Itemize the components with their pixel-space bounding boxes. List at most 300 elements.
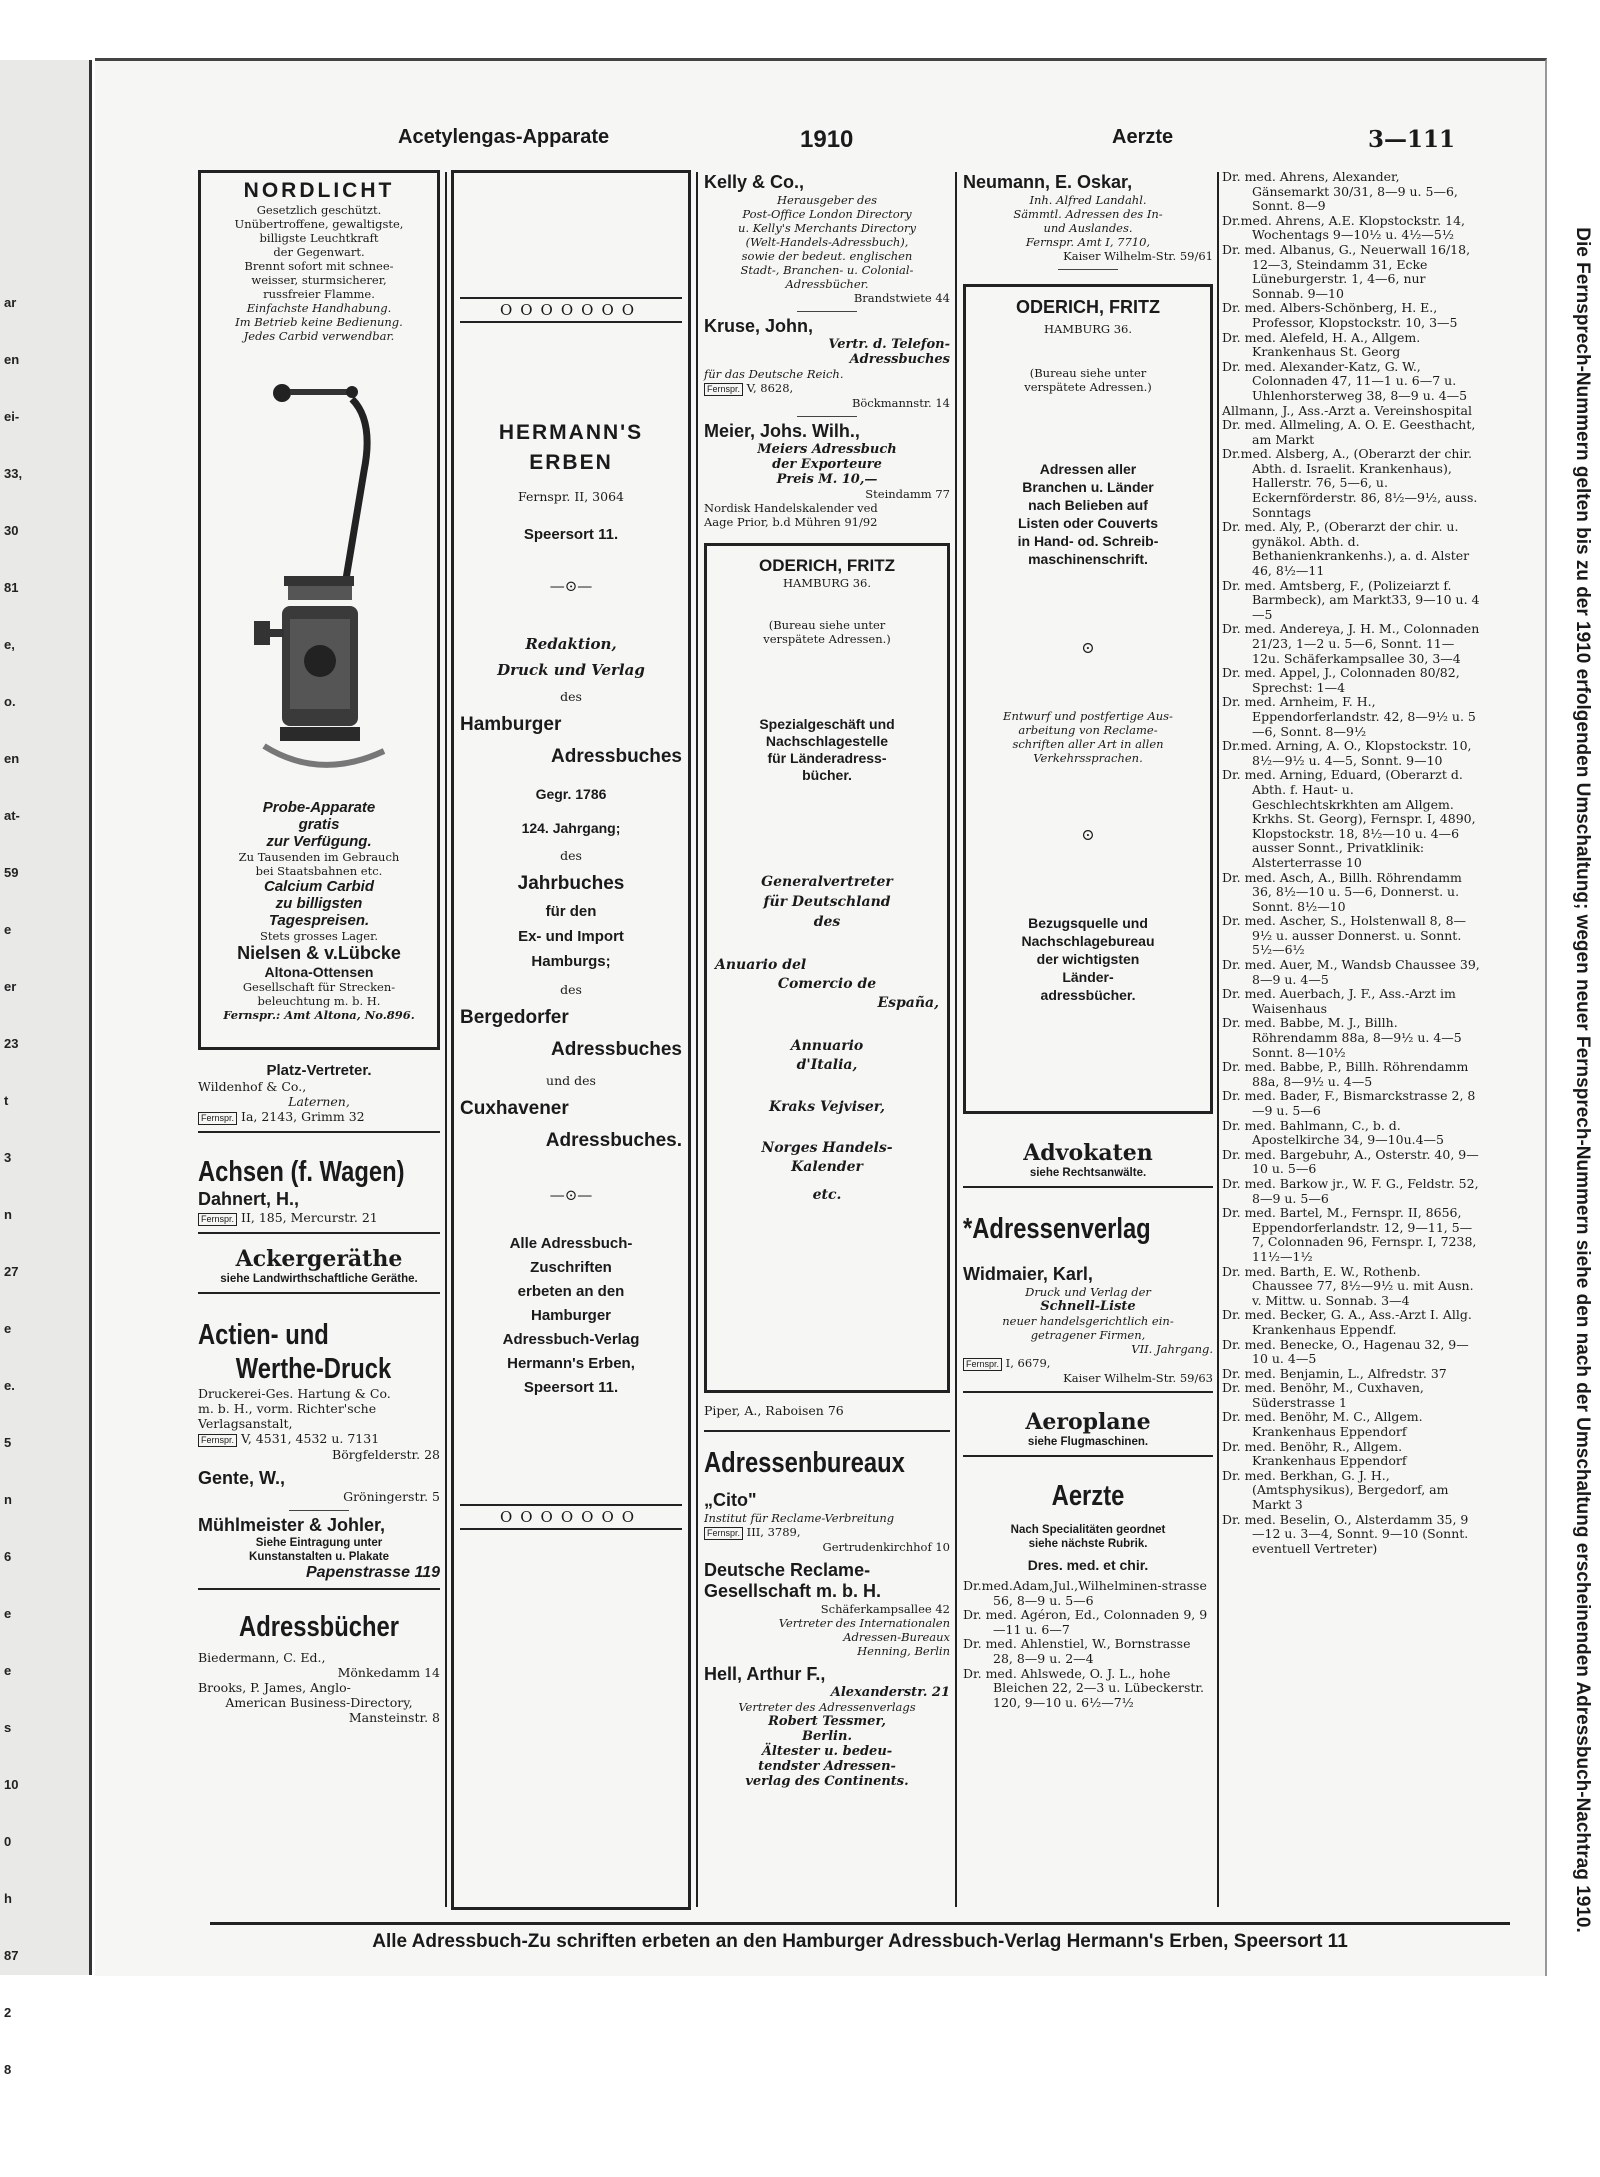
ad-line: billigste Leuchtkraft <box>259 231 379 245</box>
ad-place: Altona-Ottensen <box>264 964 374 980</box>
ad-text <box>715 618 939 646</box>
kruse-entry <box>704 316 950 410</box>
entry-line: V, 8628, <box>746 381 794 395</box>
ornament-dots: OOOOOOO <box>460 1504 682 1530</box>
entry-line: American Business-Directory, <box>225 1695 413 1710</box>
phone-icon: Fernspr. <box>198 1434 237 1447</box>
entry-line: Biedermann, C. Ed., <box>198 1650 326 1665</box>
edge-text-fragment: 6 <box>4 1549 12 1564</box>
ad-text <box>715 956 939 1013</box>
doctor-entry: Dr. med. Bader, F., Bismarckstrasse 2, 8—9 u. 5—6 <box>1222 1088 1476 1118</box>
column-rule <box>445 172 447 1907</box>
rubric-reference: siehe Landwirthschaftliche Geräthe. <box>220 1273 418 1285</box>
edge-text-fragment: h <box>4 1891 12 1906</box>
edge-text-fragment: e <box>4 922 12 937</box>
entry-line: Herausgeber des <box>776 193 878 207</box>
rubric-note: Nach Specialitäten geordnet <box>1010 1524 1166 1536</box>
edge-text-fragment: 8 <box>4 2062 12 2077</box>
entry-address: Kaiser Wilhelm-Str. 59/63 <box>1063 1371 1213 1385</box>
ad-line: für Deutschland <box>763 894 891 910</box>
ad-line: weisser, sturmsicherer, <box>251 273 387 287</box>
edge-text-fragment: ar <box>4 295 17 310</box>
ad-text <box>209 203 429 301</box>
edge-text-fragment: 10 <box>4 1777 19 1792</box>
entry-line: VII. Jahrgang. <box>1131 1342 1213 1356</box>
entry-name: Kruse, John, <box>704 316 814 336</box>
doctor-entry: Dr. med. Albanus, G., Neuerwall 16/18, 12—3, Steindamm 31, Ecke Lüneburgerstr. 1, 4—6, nur Sonnab. 9—10 <box>1222 241 1471 301</box>
rubric-reference: siehe Flugmaschinen. <box>1027 1436 1149 1448</box>
side-notice <box>1568 210 1596 1950</box>
ad-line: bei Staatsbahnen etc. <box>255 864 383 878</box>
ad-text <box>209 980 429 1008</box>
entry-line: (Welt-Handels-Adressbuch), <box>745 235 909 249</box>
ad-offer <box>209 799 429 850</box>
entry-line: Institut für Reclame-Verbreitung <box>704 1511 895 1525</box>
ad-line: Länder- <box>1062 969 1114 985</box>
entry-line: Gröningerstr. 5 <box>343 1489 440 1504</box>
rubric-title: Ackergeräthe <box>235 1246 403 1272</box>
divider <box>1058 269 1118 270</box>
ad-title: NORDLICHT <box>243 179 395 202</box>
ackergeraethe-section <box>198 1246 440 1286</box>
entry-name: Mühlmeister & Johler, <box>198 1515 386 1535</box>
entry-address: Papenstrasse 119 <box>305 1564 440 1581</box>
entry-line: Vertreter des Internationalen <box>778 1616 950 1630</box>
doctor-entry: Dr. med. Berkhan, G. J. H., (Amtsphysikus), Bergedorf, am Markt 3 <box>1222 1467 1449 1513</box>
header-year: 1910 <box>800 126 854 153</box>
edge-text-fragment: t <box>4 1093 9 1108</box>
entry-line: sowie der bedeut. englischen <box>741 249 913 263</box>
ad-line: Tagespreisen. <box>268 912 370 929</box>
rubric-title: *Adressenverlag <box>963 1213 1151 1245</box>
ad-text: des <box>560 689 582 704</box>
ad-line: verspätete Adressen.) <box>763 632 891 646</box>
edge-text-fragment: 87 <box>4 1948 19 1963</box>
edge-text-fragment: 23 <box>4 1036 19 1051</box>
entry-line: I, 6679, <box>1005 1356 1051 1370</box>
edge-text-fragment: e <box>4 1606 12 1621</box>
column-5 <box>1222 170 1480 1910</box>
ad-firm: ERBEN <box>529 451 613 474</box>
adressbuecher-section <box>198 1610 440 1725</box>
ad-line: Einfachste Handhabung. <box>246 301 392 315</box>
divider <box>198 1292 440 1294</box>
ad-text <box>974 914 1202 1004</box>
ad-text: Druck und Verlag <box>497 661 645 679</box>
ad-text: etc. <box>812 1187 842 1203</box>
entry-name: Meier, Johs. Wilh., <box>704 421 860 441</box>
entry-line: Verlagsanstalt, <box>198 1416 293 1431</box>
edge-text-fragment: 27 <box>4 1264 19 1279</box>
edge-text-fragment: 81 <box>4 580 19 595</box>
doctor-entry: Dr. med. Auer, M., Wandsb Chaussee 39, 8—9 u. 4—5 <box>1222 957 1480 987</box>
ad-line: Alle Adressbuch- <box>509 1235 633 1252</box>
column-4 <box>963 170 1213 1910</box>
header-rubric: Aerzte <box>1112 126 1174 148</box>
entry-line: u. Kelly's Merchants Directory <box>738 221 916 235</box>
phone-icon: Fernspr. <box>704 1527 743 1540</box>
ad-text: Redaktion, <box>525 635 617 653</box>
ad-line: für Länderadress- <box>767 750 887 766</box>
ad-line: russfreier Flamme. <box>263 287 375 301</box>
ad-text-italic <box>209 301 429 343</box>
entry-name: Neumann, E. Oskar, <box>963 172 1133 192</box>
entry-line: Henning, Berlin <box>857 1644 950 1658</box>
column-rule <box>955 172 957 1907</box>
divider <box>289 1510 349 1511</box>
ornament-dots: OOOOOOO <box>460 297 682 323</box>
ad-line: maschinenschrift. <box>1028 551 1148 567</box>
edge-text-fragment: en <box>4 352 20 367</box>
ad-line: Spezialgeschäft und <box>759 716 895 732</box>
entry-line: Kunstanstalten u. Plakate <box>249 1551 389 1563</box>
ad-firm: ODERICH, FRITZ <box>759 556 895 575</box>
ad-title: Adressbuches. <box>545 1130 682 1151</box>
ad-line: Adressbuch-Verlag <box>502 1331 640 1348</box>
piper-entry: Piper, A., Raboisen 76 <box>704 1403 844 1418</box>
entry-line: Mönkedamm 14 <box>337 1665 440 1680</box>
doctor-entry: Dr.med. Alsberg, A., (Oberarzt der chir. Abth. d. Israelit. Krankenhaus), Hallerstr. 76, 5—6, u. Eckernförderstr. 86, 8½—9½, auss. Sonntags <box>1222 446 1478 520</box>
divider <box>963 1391 1213 1393</box>
entry-line: verlag des Continents. <box>745 1774 909 1789</box>
entry-description <box>963 193 1213 235</box>
doctor-entry: Dr. med. Asch, A., Billh. Röhrendamm 36, 8½—10 u. 5—6, Donnerst. u. Sonnt. 8½—10 <box>1222 869 1462 914</box>
ad-line: bücher. <box>802 767 852 783</box>
ad-line: Speersort 11. <box>523 1379 619 1396</box>
entry-address: Schäferkampsallee 42 <box>820 1602 950 1616</box>
ad-line: Annuario <box>790 1038 864 1054</box>
doctor-entry: Allmann, J., Ass.-Arzt a. Vereinshospital <box>1222 402 1472 418</box>
doctor-entry: Dr. med. Amtsberg, F., (Polizeiarzt f. Barmbeck), am Markt33, 9—10 u. 4—5 <box>1222 577 1480 622</box>
hermanns-erben-ad <box>451 170 691 1910</box>
ad-place: HAMBURG 36. <box>782 576 872 590</box>
phone-icon: Fernspr. <box>963 1358 1002 1371</box>
entry-line: Druck und Verlag der <box>1025 1285 1151 1299</box>
ad-line: Kalender <box>791 1159 863 1175</box>
ad-line: Listen oder Couverts <box>1017 515 1159 531</box>
ad-title: Bergedorfer <box>460 1007 569 1028</box>
ad-line: der Gegenwart. <box>273 245 365 259</box>
doctor-entry: Dr. med. Babbe, P., Billh. Röhrendamm 88a, 8—9½ u. 4—5 <box>1222 1059 1469 1089</box>
advokaten-section <box>963 1140 1213 1180</box>
divider <box>797 311 857 312</box>
ad-title: Jahrbuches <box>517 873 625 894</box>
doctor-entry: Dr. med. Babbe, M. J., Billh. Röhrendamm 88a, 8—9½ u. 4—5 Sonnt. 8—10½ <box>1222 1015 1462 1060</box>
doctor-entry: Dr. med. Benöhr, R., Allgem. Krankenhaus Eppendorf <box>1222 1438 1407 1469</box>
entry-line: II, 185, Mercurstr. 21 <box>241 1210 378 1225</box>
ad-line: adressbücher. <box>1040 987 1136 1003</box>
ad-text: 124. Jahrgang; <box>521 820 621 836</box>
gente-entry <box>198 1468 440 1504</box>
ad-text <box>715 716 939 784</box>
ad-line: in Hand- od. Schreib- <box>1017 533 1159 549</box>
ad-text <box>974 366 1202 394</box>
ad-line: Unübertroffene, gewaltigste, <box>234 217 404 231</box>
doctor-entry: Dr. med. Benjamin, L., Alfredstr. 37 <box>1222 1365 1447 1381</box>
ornament: —⊙— <box>549 577 593 595</box>
entry-line: Mansteinstr. 8 <box>348 1710 440 1725</box>
rubric-title: Adressenbureaux <box>704 1447 905 1479</box>
rubric-title: Advokaten <box>1023 1140 1153 1166</box>
entry-line: Schnell-Liste <box>1040 1299 1136 1314</box>
ad-text <box>974 709 1202 765</box>
doctor-entry: Dr. med. Alefeld, H. A., Allgem. Krankenhaus St. Georg <box>1222 329 1421 360</box>
ad-line: nach Belieben auf <box>1028 497 1148 513</box>
ornament-circle: ⊙ <box>1081 825 1095 844</box>
doctor-entry: Dr. med. Becker, G. A., Ass.-Arzt I. Allg. Krankenhaus Eppendf. <box>1222 1307 1472 1337</box>
rubric-reference: siehe Rechtsanwälte. <box>1029 1167 1147 1179</box>
cito-entry <box>704 1490 950 1554</box>
ad-text <box>715 1037 939 1075</box>
divider <box>704 1430 950 1432</box>
divider <box>963 1186 1213 1188</box>
doctor-entry: Dr. med. Bahlmann, C., b. d. Apostelkirche 34, 9—10u.4—5 <box>1222 1117 1444 1148</box>
entry-line: Brooks, P. James, Anglo- <box>198 1680 351 1695</box>
divider <box>963 1455 1213 1457</box>
doctor-list <box>963 1579 1213 1710</box>
edge-text-fragment: 59 <box>4 865 19 880</box>
entry-name: Deutsche Reclame- <box>704 1560 871 1580</box>
entry-line: Adressbücher. <box>785 277 869 291</box>
entry-line: III, 3789, <box>746 1525 801 1539</box>
deutsche-reclame-entry <box>704 1560 950 1658</box>
rubric-note: siehe nächste Rubrik. <box>1028 1538 1148 1550</box>
ad-text <box>715 872 939 932</box>
column-2 <box>451 170 691 1910</box>
header-section-title: Acetylengas-Apparate <box>398 126 610 148</box>
edge-text-fragment: er <box>4 979 17 994</box>
divider <box>797 416 857 417</box>
side-notice-text: Die Fernsprech-Nummern gelten bis zu der 1910 erfolgenden Umschaltung; wegen neuer Fernsprech-Nummern siehe den nach der Umschaltung erscheinenden Adressbuch-Nachtrag 1910. <box>1572 227 1593 1933</box>
entry-line: Post-Office London Directory <box>742 207 912 221</box>
entry-line: Siehe Eintragung unter <box>255 1537 383 1549</box>
aerzte-section <box>963 1479 1213 1573</box>
doctor-entry: Dr. med. Benöhr, M. C., Allgem. Krankenhaus Eppendorf <box>1222 1409 1423 1440</box>
ad-line: Im Betrieb keine Bedienung. <box>235 315 403 329</box>
edge-text-fragment: en <box>4 751 20 766</box>
entry-name: Dahnert, H., <box>198 1189 300 1209</box>
phone-icon: Fernspr. <box>198 1213 237 1226</box>
rubric-title: Achsen (f. Wagen) <box>198 1156 405 1188</box>
entry-line: Sämmtl. Adressen des In- <box>1013 207 1163 221</box>
doctor-list <box>1222 170 1480 1556</box>
entry-line: V, 4531, 4532 u. 7131 <box>241 1431 380 1446</box>
ad-line: Gesellschaft für Strecken- <box>242 980 396 994</box>
edge-text-fragment: at- <box>4 808 20 823</box>
entry-name: Gesellschaft m. b. H. <box>704 1581 882 1601</box>
doctor-entry: Dr. med. Benecke, O., Hagenau 32, 9—10 u. 4—5 <box>1222 1336 1469 1367</box>
ad-line: Branchen u. Länder <box>1022 479 1154 495</box>
doctor-entry: Dr. med. Beselin, O., Alsterdamm 35, 9—12 u. 3—4, Sonnt. 9—10 (Sonnt. eventuell Vertreter) <box>1222 1511 1469 1556</box>
divider <box>198 1232 440 1234</box>
ad-phone: Fernspr.: Amt Altona, No.896. <box>223 1008 415 1022</box>
doctor-entry: Dr.med. Ahrens, A.E. Klopstockstr. 14, Wochentags 9—10½ u. 4½—5½ <box>1222 212 1465 243</box>
widmaier-entry <box>963 1264 1213 1385</box>
ad-line: schriften aller Art in allen <box>1012 737 1164 751</box>
ad-title: Adressbuches <box>551 1039 682 1060</box>
ad-line: Calcium Carbid <box>263 878 375 895</box>
edge-text-fragment: s <box>4 1720 12 1735</box>
edge-text-fragment: o. <box>4 694 16 709</box>
ad-line: Bezugsquelle und <box>1028 915 1148 931</box>
doctor-entry: Dr. med. Agéron, Ed., Colonnaden 9, 9—11 u. 6—7 <box>963 1607 1208 1637</box>
rubric-title: Werthe-Druck <box>235 1353 392 1385</box>
ad-title: Hamburger <box>460 714 562 735</box>
entry-line: Vertreter des Adressenverlags <box>738 1700 916 1714</box>
ad-line: Zuschriften <box>530 1259 612 1276</box>
doctor-entry: Dr. med. Aly, P., (Oberarzt der chir. u. gynäkol. Abth. d. Bethanienkrankenhs.), a. d. Alster 46, 8½—11 <box>1222 519 1470 579</box>
edge-text-fragment: e, <box>4 637 15 652</box>
edge-text-fragment: 0 <box>4 1834 12 1849</box>
divider <box>198 1131 440 1133</box>
rubric-title: Adressbücher <box>239 1611 399 1643</box>
entry-line: Wildenhof & Co., <box>198 1079 307 1094</box>
doctor-entry: Dr. med. Ascher, S., Holstenwall 8, 8—9½ u. ausser Donnerst. u. Sonnt. 5½—6½ <box>1222 913 1467 958</box>
ad-text: Stets grosses Lager. <box>260 929 378 943</box>
ad-text <box>209 850 429 878</box>
ad-address: Speersort 11. <box>523 526 619 543</box>
doctor-entry: Dr. med. Bargebuhr, A., Osterstr. 40, 9—10 u. 5—6 <box>1222 1146 1479 1177</box>
entry-line: tendster Adressen- <box>758 1759 896 1774</box>
rubric-title: Aerzte <box>1051 1480 1125 1512</box>
ad-firm: ODERICH, FRITZ <box>1016 297 1160 317</box>
edge-text-fragment: n <box>4 1492 12 1507</box>
oderich-ad-left <box>704 543 950 1393</box>
ad-text <box>715 1139 939 1177</box>
previous-page-edge <box>0 60 92 2077</box>
rubric-title: Actien- und <box>198 1319 329 1351</box>
entry-line: Druckerei-Ges. Hartung & Co. <box>198 1386 391 1401</box>
nordlicht-ad <box>198 170 440 1050</box>
ad-text: Gegr. 1786 <box>535 786 607 802</box>
edge-text-fragment: e. <box>4 1378 15 1393</box>
ad-line: Verkehrssprachen. <box>1033 751 1143 765</box>
entry-address: Brandstwiete 44 <box>853 291 950 305</box>
entry-line: neuer handelsgerichtlich ein- <box>1002 1314 1174 1328</box>
edge-text-fragment: ei- <box>4 409 20 424</box>
aeroplane-section <box>963 1409 1213 1449</box>
ad-line: Jedes Carbid verwendbar. <box>243 329 395 343</box>
entry-line: Adressen-Bureaux <box>843 1630 950 1644</box>
doctor-entry: Dr. med. Barkow jr., W. F. G., Feldstr. 52, 8—9 u. 5—6 <box>1222 1175 1479 1206</box>
page-number: 3—111 <box>1368 126 1456 153</box>
ad-line: (Bureau siehe unter <box>1029 366 1147 380</box>
ad-place: HAMBURG 36. <box>1043 322 1133 336</box>
edge-text-fragment: 2 <box>4 2005 12 2020</box>
doctor-entry: Dr.med.Adam,Jul.,Wilhelminen-strasse 56, 8—9 u. 5—6 <box>963 1578 1207 1608</box>
doctor-entry: Dr. med. Benöhr, M., Cuxhaven, Süderstrasse 1 <box>1222 1380 1424 1410</box>
ornament: —⊙— <box>549 1186 593 1204</box>
ad-line: Comercio de <box>777 976 877 992</box>
ad-line: erbeten an den <box>517 1283 625 1300</box>
ad-text <box>974 460 1202 568</box>
achsen-section <box>198 1155 440 1226</box>
entry-line: getragener Firmen, <box>1030 1328 1146 1342</box>
doctor-entry: Dr. med. Auerbach, J. F., Ass.-Arzt im Waisenhaus <box>1222 986 1456 1016</box>
edge-text-fragment: n <box>4 1207 12 1222</box>
entry-line: Ältester u. bedeu- <box>761 1744 893 1759</box>
ad-line: (Bureau siehe unter <box>768 618 886 632</box>
entry-title: Platz-Vertreter. <box>266 1062 372 1079</box>
doctor-entry: Dr. med. Barth, E. W., Rothenb. Chaussee 77, 8½—9½ u. mit Ausn. v. Mittw. u. Sonnab. 3—4 <box>1222 1263 1474 1308</box>
ad-firm: Nielsen & v.Lübcke <box>237 943 401 963</box>
ad-line: Anuario del <box>715 957 807 973</box>
column-rule <box>1217 172 1219 1907</box>
rubric-title: Aeroplane <box>1025 1409 1151 1435</box>
hell-entry <box>704 1664 950 1789</box>
neumann-entry <box>963 172 1213 263</box>
column-3 <box>704 170 950 1910</box>
entry-address: Böckmannstr. 14 <box>851 396 950 410</box>
ad-line: Gesetzlich geschützt. <box>256 203 382 217</box>
ad-line: gratis <box>298 816 340 833</box>
doctor-entry: Dr. med. Arnheim, F. H., Eppendorferlandstr. 42, 8—9½ u. 5—6, Sonnt. 8—9½ <box>1222 694 1476 739</box>
ad-text: Kraks Vejviser, <box>768 1099 886 1115</box>
edge-text-fragment: 3 <box>4 1150 12 1165</box>
entry-description <box>704 193 950 291</box>
entry-address: Kaiser Wilhelm-Str. 59/61 <box>1063 249 1213 263</box>
entry-line: für das Deutsche Reich. <box>704 367 844 381</box>
entry-name: „Cito" <box>704 1490 757 1510</box>
edge-text-fragment: 30 <box>4 523 19 538</box>
entry-phone: Fernspr. Amt I, 7710, <box>1025 235 1151 249</box>
ad-line: beleuchtung m. b. H. <box>257 994 381 1008</box>
entry-line: der Exporteure <box>772 457 882 472</box>
ad-line: Hermann's Erben, <box>507 1355 635 1372</box>
ad-phone: Fernspr. II, 3064 <box>517 489 624 504</box>
entry-name: Gente, W., <box>198 1468 286 1488</box>
entry-line: Aage Prior, b.d Mühren 91/92 <box>704 515 878 529</box>
ad-line: Brennt sofort mit schnee- <box>244 259 394 273</box>
ad-line: España, <box>877 995 939 1011</box>
ad-text: des <box>560 982 582 997</box>
platz-vertreter-entry <box>198 1062 440 1125</box>
acetylene-lamp-illustration <box>224 351 414 791</box>
ad-line: Entwurf und postfertige Aus- <box>1003 709 1173 723</box>
edge-text-fragment: 33, <box>4 466 23 481</box>
ad-line: Generalvertreter <box>761 874 893 890</box>
divider <box>198 1588 440 1590</box>
ad-line: zu billigsten <box>275 895 363 912</box>
ad-line: Zu Tausenden im Gebrauch <box>238 850 400 864</box>
ad-contact-text <box>460 1232 682 1400</box>
doctor-entry: Dr. med. Appel, J., Colonnaden 80/82, Sprechst: 1—4 <box>1222 665 1460 695</box>
ad-line: Adressen aller <box>1039 461 1137 477</box>
phone-icon: Fernspr. <box>704 383 743 396</box>
kelly-entry <box>704 172 950 305</box>
doctor-entry: Dr. med. Bartel, M., Fernspr. II, 8656, Eppendorferlandstr. 12, 9—11, 5—7, Colonnaden 96, Fernspr. I, 7238, 11½—1½ <box>1222 1205 1477 1264</box>
meier-entry <box>704 421 950 529</box>
doctor-entry: Dr. med. Allmeling, A. O. E. Geesthacht, am Markt <box>1222 417 1476 447</box>
entry-line: Berlin. <box>802 1729 852 1744</box>
column-1 <box>198 170 440 1910</box>
entry-line: Inh. Alfred Landahl. <box>1029 193 1147 207</box>
entry-line: Robert Tessmer, <box>768 1714 886 1729</box>
ad-line: arbeitung von Reclame- <box>1018 723 1158 737</box>
entry-line: Preis M. 10,— <box>776 472 878 487</box>
ad-line: des <box>813 914 841 930</box>
ad-title: Adressbuches <box>551 746 682 767</box>
ad-text: Ex- und Import <box>518 928 624 945</box>
doctor-entry: Dr. med. Alexander-Katz, G. W., Colonnaden 47, 11—1 u. 6—7 u. Uhlenhorsterweg 38, 8—9 u. 4—5 <box>1222 358 1468 403</box>
edge-text-fragment: 5 <box>4 1435 12 1450</box>
entry-line: Börgfelderstr. 28 <box>332 1447 440 1462</box>
ad-offer <box>209 878 429 929</box>
doctor-entry: Dr. med. Albers-Schönberg, H. E., Professor, Klopstockstr. 10, 3—5 <box>1222 300 1458 330</box>
ad-text: Hamburgs; <box>531 953 611 970</box>
ad-line: der wichtigsten <box>1036 951 1140 967</box>
ad-line: Hamburger <box>530 1307 612 1324</box>
